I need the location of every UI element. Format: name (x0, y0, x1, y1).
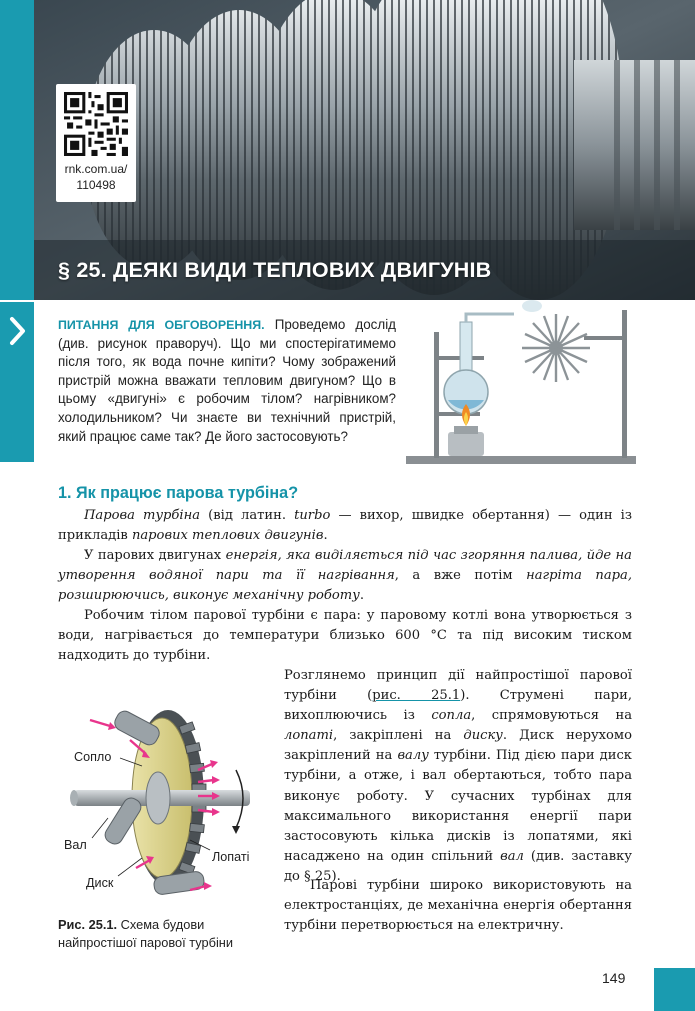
p4-text-h: . Диск нерухомо закріплений на (284, 728, 633, 764)
qr-code-box[interactable] (56, 84, 136, 202)
figure-25-1 (58, 700, 280, 910)
qr-url-line1: rnk.com.ua/ (64, 162, 128, 176)
p4-text-f: , закріплені на (333, 728, 464, 744)
caption-text: Схема будови найпростішої парової турбіни (58, 917, 234, 950)
p2-text-e: . (359, 588, 364, 604)
p4-text-j: турбіни. Під дією пари диск турбіни, а отже, і вал обертаються, тобто пара виконує роботу. У сучасних турбінах для максимального використання енергії пари застосовують кілька дисків із лопатями, які насаджено на один спільний (284, 748, 632, 864)
paragraph-2 (58, 546, 632, 606)
paragraph-4 (284, 666, 632, 887)
p2-italic-d: нагріта пара, розширюючись, виконує механічну роботу (58, 568, 632, 604)
term-steam-engines: парових теплових двигунів (131, 528, 324, 544)
p2-italic-b: енергія, яка виділяється під час згоряння палива, йде на утворення водяної пари та її нагрівання (58, 548, 632, 584)
p2-text-a: У парових двигунах (84, 548, 226, 563)
figure-caption (58, 916, 268, 952)
chevron-right-icon (9, 316, 27, 346)
term-turbo: turbo (294, 508, 331, 523)
steam-experiment-illustration (404, 296, 638, 468)
caption-number: Рис. 25.1. (58, 917, 118, 932)
page-number: 149 (602, 970, 626, 986)
p4-text-a: Розглянемо принцип дії найпростішої парової турбіни ( (284, 668, 632, 704)
p4-text-l: (див. заставку до § 25). (284, 848, 632, 884)
header-photo-area (0, 0, 695, 300)
discussion-lead: ПИТАННЯ ДЛЯ ОБГОВОРЕННЯ. (58, 318, 265, 332)
header-accent-strip (0, 0, 34, 300)
term-blades: лопаті (284, 728, 334, 744)
paragraph-5: Парові турбіни широко використовують на електростанціях, де механічна енергія обертання турбіни перетворюється на електричну. (284, 878, 632, 934)
subsection-heading: 1. Як працює парова турбіна? (58, 484, 299, 502)
qr-url-line2: 110498 (76, 178, 116, 192)
p1-text-f: . (323, 528, 328, 544)
discussion-body: Проведемо дослід (див. рисунок праворуч). Що ми спостерігатимемо після того, як вода почне кипіти? Чому зображений пристрій можна вважати тепловим двигуном? Що в цьому «двигуні» є робочим тілом? нагрівником? холодильником? Чи знаєте ви технічний пристрій, який працює саме так? Де його застосовують? (58, 317, 396, 444)
p1-text-b: (від латин. (200, 508, 295, 523)
term-shaft-2: вал (500, 848, 524, 864)
term-nozzle: сопла (431, 708, 472, 724)
paragraph-1 (58, 506, 632, 546)
discussion-text (58, 316, 396, 446)
qr-code-icon (64, 92, 128, 156)
section-title: § 25. ДЕЯКІ ВИДИ ТЕПЛОВИХ ДВИГУНІВ (58, 258, 492, 282)
p2-text-c: , а вже потім (394, 568, 527, 584)
p4-text-d: , спрямовуються на (471, 708, 632, 724)
term-shaft: валу (397, 748, 429, 764)
label-blades: Лопаті (212, 850, 250, 864)
term-disk: диску (463, 728, 503, 744)
page-corner-accent (654, 968, 695, 1011)
discussion-tab (0, 302, 34, 462)
label-disk: Диск (86, 876, 114, 890)
p4-text-b: ). Струмені пари, вихоплюючись із (284, 688, 633, 724)
label-shaft: Вал (64, 838, 87, 852)
paragraph-3: Робочим тілом парової турбіни є пара: у паровому котлі вона утворюється з води, нагрівається до температури близько 600 °С та під високим тиском надходить до турбіни. (58, 608, 632, 664)
term-steam-turbine: Парова турбіна (84, 508, 201, 523)
p1-text-d: — вихор, швидке обертання) — один із прикладів (58, 508, 633, 544)
figure-reference-link[interactable]: рис. 25.1 (372, 688, 461, 704)
label-nozzle: Сопло (74, 750, 112, 764)
